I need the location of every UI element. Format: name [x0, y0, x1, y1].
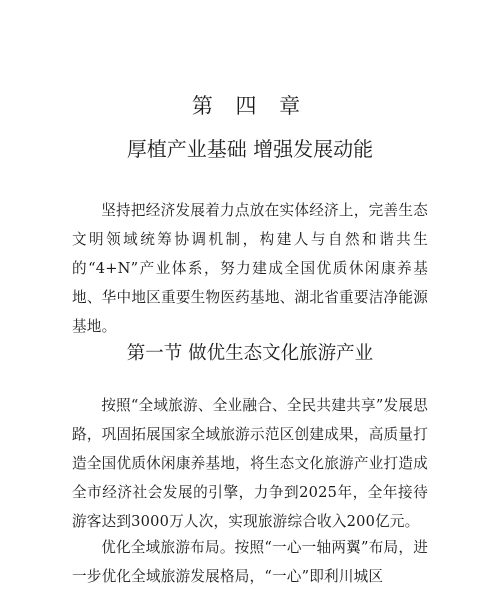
- chapter-title: 厚植产业基础 增强发展动能: [126, 137, 374, 161]
- chapter-number: 第 四 章: [191, 94, 309, 118]
- intro-paragraph: 坚持把经济发展着力点放在实体经济上，完善生态文明领域统筹协调机制，构建人与自然和谐共生的“4+N”产业体系，努力建成全国优质休闲康养基地、华中地区重要生物医药基地、湖北省重要洁净能源基地。: [72, 202, 428, 335]
- section-paragraph: 按照“全域旅游、全业融合、全民共建共享”发展思路，巩固拓展国家全域旅游示范区创建成果，高质量打造全国优质休闲康养基地，将生态文化旅游产业打造成全市经济社会发展的引擎，力争到2025年，全年接待游客达到3000万人次，实现旅游综合收入200亿元。: [72, 397, 428, 530]
- section-paragraph: 优化全域旅游布局。按照“一心一轴两翼”布局，进一步优化全域旅游发展格局，“一心”即利川城区: [72, 539, 428, 585]
- section-title: 第一节 做优生态文化旅游产业: [126, 343, 374, 364]
